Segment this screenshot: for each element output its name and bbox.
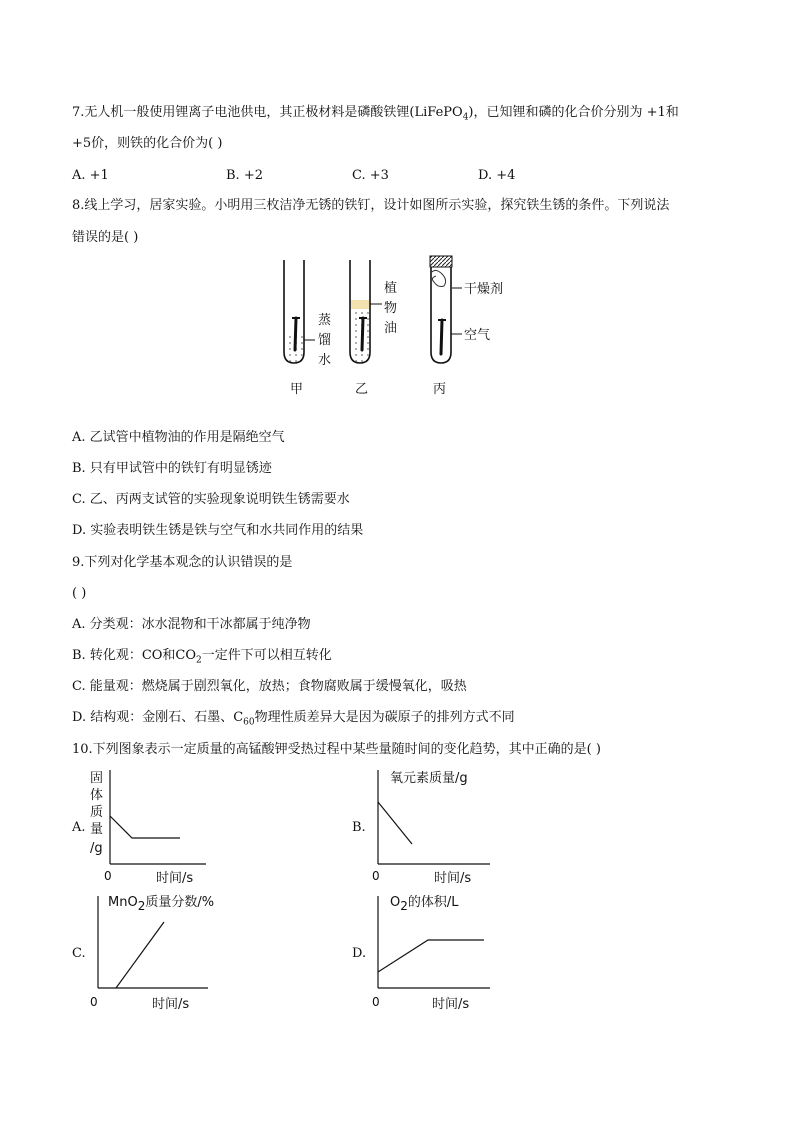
graph-b-ylabel: 氧元素质量/g xyxy=(390,771,468,786)
graph-c xyxy=(90,892,230,1012)
q9-option-d-text-cont: 物理性质差异大是因为碳原子的排列方式不同 xyxy=(254,710,515,725)
q7-stem-line2: +5价，则铁的化合价为( ) xyxy=(72,136,223,151)
graph-c-ylabel xyxy=(108,894,214,913)
oil-label-char1: 植 xyxy=(384,281,398,296)
graph-b-xlabel: 时间/s xyxy=(434,871,472,886)
graph-a-ylabel-3: 质 xyxy=(90,805,104,820)
graph-d-xlabel: 时间/s xyxy=(432,997,470,1012)
graph-b-origin: 0 xyxy=(372,869,380,883)
q10-option-d[interactable]: D. xyxy=(352,946,367,961)
q9-stem-line2: ( ) xyxy=(72,586,87,601)
q8-option-a[interactable]: A. 乙试管中植物油的作用是隔绝空气 xyxy=(72,430,285,445)
q9-option-b-subscript: 2 xyxy=(196,655,202,666)
graph-a-xlabel: 时间/s xyxy=(156,871,194,886)
q9-option-b-text: B. 转化观：CO和CO xyxy=(72,648,197,663)
graph-b xyxy=(372,768,502,888)
q9-option-d-text: D. 结构观：金刚石、石墨、C xyxy=(72,710,244,725)
tube-label-jia: 甲 xyxy=(290,382,304,397)
q9-option-b[interactable] xyxy=(72,648,332,664)
graph-a-ylabel-1: 固 xyxy=(90,771,104,786)
oil-label-char2: 物 xyxy=(384,301,398,316)
q9-option-c[interactable]: C. 能量观：燃烧属于剧烈氧化，放热；食物腐败属于缓慢氧化，吸热 xyxy=(72,679,467,694)
graph-c-ylabel-sub: 2 xyxy=(137,899,146,913)
q8-option-d[interactable]: D. 实验表明铁生锈是铁与空气和水共同作用的结果 xyxy=(72,523,364,538)
graph-d-ylabel-b: 的体积/L xyxy=(407,895,459,910)
graph-a-ylabel-5: /g xyxy=(90,841,103,856)
graph-d-origin: 0 xyxy=(372,995,380,1009)
q7-text: 7.无人机一般使用锂离子电池供电，其正极材料是磷酸铁锂(LiFePO xyxy=(72,105,463,120)
test-tube-jia xyxy=(284,260,304,363)
q9-option-b-text-cont: 一定件下可以相互转化 xyxy=(201,648,332,663)
desiccant-label: 干燥剂 xyxy=(464,282,504,297)
graph-a-ylabel-2: 体 xyxy=(90,788,104,803)
graph-d-ylabel-sub: 2 xyxy=(400,899,408,913)
graph-d xyxy=(372,892,502,1012)
q8-option-b[interactable]: B. 只有甲试管中的铁钉有明显锈迹 xyxy=(72,461,272,476)
tube-label-yi: 乙 xyxy=(355,382,369,397)
q10-stem: 10.下列图象表示一定质量的高锰酸钾受热过程中某些量随时间的变化趋势，其中正确的是( ) xyxy=(72,742,601,757)
iron-nail-jia xyxy=(295,318,296,350)
graph-c-ylabel-a: MnO xyxy=(108,895,138,910)
iron-nail-yi xyxy=(362,318,363,350)
q7-option-b[interactable]: B. +2 xyxy=(226,168,263,183)
graph-a-curve xyxy=(110,816,180,838)
water-label-char3: 水 xyxy=(318,353,332,368)
q10-option-c[interactable]: C. xyxy=(72,946,86,961)
test-tube-bing xyxy=(430,256,452,363)
rust-experiment-figure xyxy=(270,250,530,400)
q9-option-d[interactable] xyxy=(72,710,515,726)
graph-d-ylabel-a: O xyxy=(390,895,401,910)
graph-a-ylabel-4: 量 xyxy=(90,822,104,837)
q10-option-b[interactable]: B. xyxy=(352,820,366,835)
graph-c-ylabel-b: 质量分数/% xyxy=(145,895,215,910)
graph-b-curve xyxy=(378,802,412,844)
graph-d-ylabel xyxy=(390,894,459,913)
q9-option-d-subscript: 60 xyxy=(243,717,255,728)
tube-label-bing: 丙 xyxy=(433,382,447,397)
q8-option-c[interactable]: C. 乙、丙两支试管的实验现象说明铁生锈需要水 xyxy=(72,492,350,507)
water-label-char2: 馏 xyxy=(318,333,332,348)
q7-subscript: 4 xyxy=(462,112,469,123)
q9-stem-line1: 9.下列对化学基本观念的认识错误的是 xyxy=(72,555,293,570)
q7-text-cont: )，已知锂和磷的化合价分别为 +1和 xyxy=(468,105,679,120)
q7-option-a[interactable]: A. +1 xyxy=(72,168,109,183)
iron-nail-bing xyxy=(441,320,442,354)
test-tube-yi xyxy=(350,260,370,363)
stopper xyxy=(430,256,452,267)
q8-stem-line1: 8.线上学习，居家实验。小明用三枚洁净无锈的铁钉，设计如图所示实验，探究铁生锈的条件。下列说法 xyxy=(72,198,670,213)
q10-option-a[interactable]: A. xyxy=(72,820,86,835)
q8-stem-line2: 错误的是( ) xyxy=(72,230,139,245)
q9-option-a[interactable]: A. 分类观：冰水混物和干冰都属于纯净物 xyxy=(72,617,311,632)
graph-d-curve xyxy=(378,940,484,972)
desiccant xyxy=(432,270,446,286)
graph-c-origin: 0 xyxy=(90,995,98,1009)
q7-option-c[interactable]: C. +3 xyxy=(352,168,389,183)
graph-a-origin: 0 xyxy=(104,869,112,883)
graph-a xyxy=(84,768,214,888)
q7-stem-line1 xyxy=(72,105,679,121)
q7-option-d[interactable]: D. +4 xyxy=(478,168,516,183)
air-label: 空气 xyxy=(464,328,491,343)
graph-c-xlabel: 时间/s xyxy=(152,997,190,1012)
water-label-char1: 蒸 xyxy=(318,313,332,328)
oil-label-char3: 油 xyxy=(384,321,398,336)
graph-c-curve xyxy=(116,922,164,988)
